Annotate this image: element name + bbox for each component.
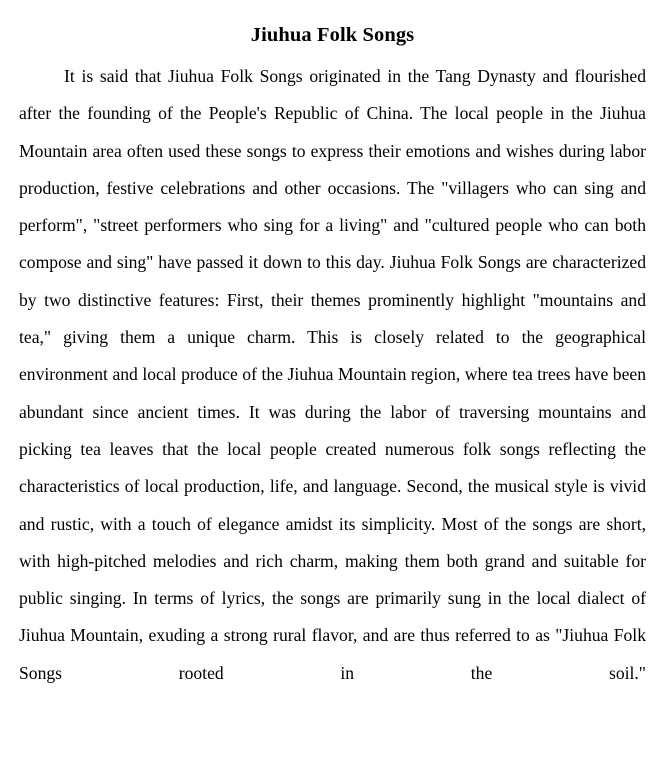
- document-body: [19, 58, 646, 729]
- page-title: Jiuhua Folk Songs: [250, 23, 415, 46]
- body-paragraph: It is said that Jiuhua Folk Songs originated in the Tang Dynasty and flourished after the founding of the People's Republic of China. The local people in the Jiuhua Mountain area often used these songs to express their emotions and wishes during labor production, festive celebrations and other occasions. The "villagers who can sing and perform", "street performers who sing for a living" and "cultured people who can both compose and sing" have passed it down to this day. Jiuhua Folk Songs are characterized by two distinctive features: First, their themes prominently highlight "mountains and tea," giving them a unique charm. This is closely related to the geographical environment and local produce of the Jiuhua Mountain region, where tea trees have been abundant since ancient times. It was during the labor of traversing mountains and picking tea leaves that the local people created numerous folk songs reflecting the characteristics of local production, life, and language. Second, the musical style is vivid and rustic, with a touch of elegance amidst its simplicity. Most of the songs are short, with high-pitched melodies and rich charm, making them both grand and suitable for public singing. In terms of lyrics, the songs are primarily sung in the local dialect of Jiuhua Mountain, exuding a strong rural flavor, and are thus referred to as "Jiuhua Folk Songs rooted in the soil.": [19, 66, 646, 683]
